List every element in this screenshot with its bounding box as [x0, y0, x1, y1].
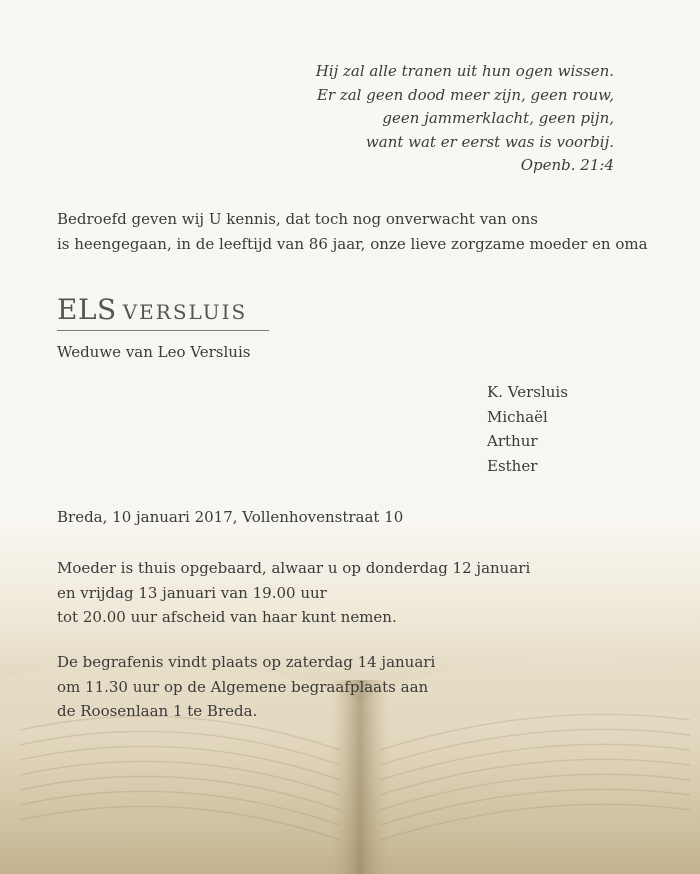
- deceased-block: [57, 293, 269, 361]
- viewing-line: tot 20.00 uur afscheid van haar kunt nemen.: [57, 608, 397, 626]
- name-divider: [57, 330, 269, 331]
- verse-line: geen jammerklacht, geen pijn,: [382, 109, 614, 127]
- announcement-line: Bedroefd geven wij U kennis, dat toch nog onverwacht van ons: [57, 210, 538, 228]
- verse-line: want wat er eerst was is voorbij.: [365, 132, 614, 151]
- funeral-line: De begrafenis vindt plaats op zaterdag 14 januari: [57, 653, 436, 671]
- deceased-first-name: ELS: [57, 293, 117, 326]
- verse-reference: Openb. 21:4: [520, 156, 614, 174]
- funeral-paragraph: [57, 650, 435, 724]
- family-member: K. Versluis: [487, 383, 568, 401]
- place-date-address: Breda, 10 januari 2017, Vollenhovenstraat 10: [57, 508, 404, 526]
- verse-line: Er zal geen dood meer zijn, geen rouw,: [316, 85, 614, 104]
- bible-verse: [194, 60, 614, 178]
- family-member: Michaël: [487, 407, 548, 426]
- funeral-line: om 11.30 uur op de Algemene begraafplaats aan: [57, 677, 429, 696]
- viewing-line: en vrijdag 13 januari van 19.00 uur: [57, 583, 327, 602]
- deceased-last-name: VERSLUIS: [122, 300, 248, 324]
- widow-of-text: Weduwe van Leo Versluis: [57, 343, 251, 361]
- viewing-line: Moeder is thuis opgebaard, alwaar u op donderdag 12 januari: [57, 559, 531, 577]
- viewing-paragraph: [57, 556, 530, 630]
- verse-line: Hij zal alle tranen uit hun ogen wissen.: [315, 62, 614, 80]
- announcement-text: [57, 207, 677, 257]
- funeral-line: de Roosenlaan 1 te Breda.: [57, 702, 258, 720]
- family-member: Esther: [487, 456, 538, 475]
- family-member: Arthur: [487, 432, 538, 450]
- deceased-name: [57, 293, 269, 326]
- announcement-line: is heengegaan, in de leeftijd van 86 jaar, onze lieve zorgzame moeder en oma: [57, 235, 648, 253]
- family-list: [487, 380, 568, 478]
